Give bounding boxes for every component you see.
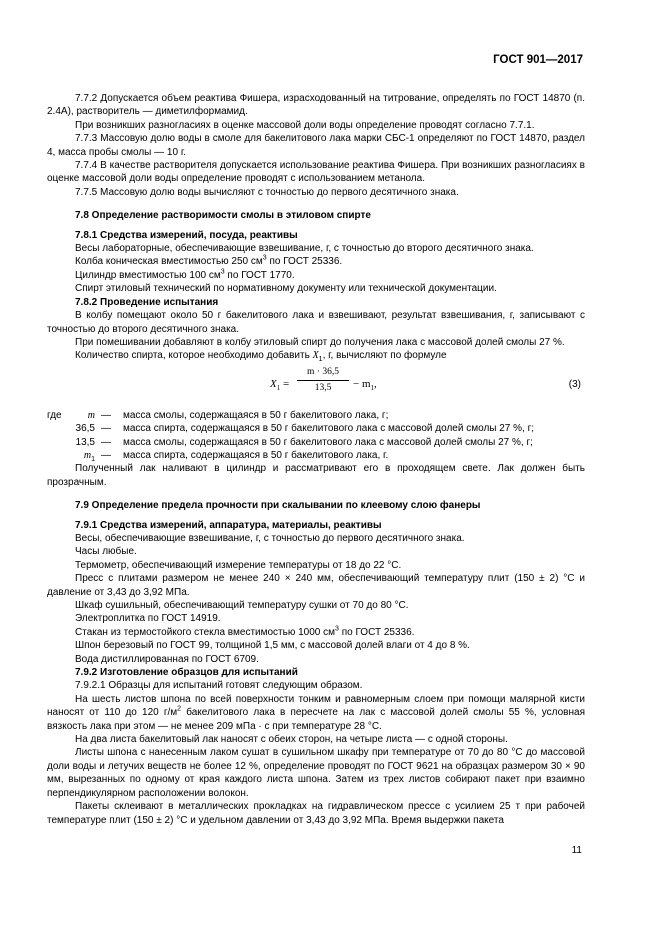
clause-7-7-3: 7.7.3 Массовую долю воды в смоле для бакелитового лака марки СБС-1 определяют по ГОСТ 14870, раздел 4, масса пробы смолы — 10 г. — [47, 133, 585, 158]
page-number: 11 — [571, 845, 582, 856]
where-symbol: 13,5 — [75, 436, 95, 448]
clause-7-7-4: 7.7.4 В качестве растворителя допускается использование реактива Фишера. При возникших разногласиях в оценке массовой доли воды определение проводят с использованием метанола. — [47, 160, 585, 185]
where-text: масса смолы, содержащаяся в 50 г бакелитового лака, г; — [123, 409, 389, 421]
where-symbol: 36,5 — [75, 423, 95, 435]
procedure-drying: Листы шпона с нанесенным лаком сушат в сушильном шкафу при температуре от 70 до 80 °C до массовой доли воды и летучих веществ не более 12 %, определение проводят по ГОСТ 9621 на образцах размером 30 × 90 мм, вырезанных по одному от края каждого листа шпона. Затем из трех листов собирают пакет при взаимно перпендикулярном расположении волокон. — [47, 747, 585, 799]
item-thermometer: Термометр, обеспечивающий измерение температуры от 18 до 22 °C. — [75, 559, 402, 571]
item-flask: Колба коническая вместимостью 250 $см^3$ по ГОСТ 25336. — [75, 255, 343, 268]
item-cylinder: Цилиндр вместимостью 100 $см^3$ по ГОСТ 1770. — [75, 268, 295, 281]
clause-7-7-2: 7.7.2 Допускается объем реактива Фишера, израсходованный на титрование, определять по ГОСТ 14870 (п. 2.4А), растворитель — диметилформамид. — [47, 93, 585, 118]
dispute-note: При возникших разногласиях в оценке массовой доли воды определение проводят согласно 7.7.1. — [75, 119, 535, 131]
procedure-gluing: Пакеты склеивают в металлических прокладках на гидравлическом прессе с усилием 25 т при рабочей температуре плит (150 ± 2) °C и удельном давлении от 3,43 до 3,92 МПа. Время выдержки пакета — [47, 801, 585, 826]
item-beaker: Стакан из термостойкого стекла вместимостью 1000 $см^3$ по ГОСТ 25336. — [75, 625, 415, 638]
item-press: Пресс с плитами размером не менее 240 × 240 мм, обеспечивающий температуру плит (150 ± 2) °C и давление от 3,43 до 3,92 МПа. — [47, 573, 585, 598]
formula-number: (3) — [568, 378, 581, 390]
formula-denominator: 13,5 — [314, 383, 332, 394]
formula-numerator: m · 36,5 — [297, 366, 349, 381]
formula-fraction — [297, 366, 349, 396]
where-text: масса спирта, содержащаяся в 50 г бакелитового лака, г. — [123, 449, 389, 461]
section-heading-7-9: 7.9 Определение предела прочности при скалывании по клеевому слою фанеры — [75, 500, 481, 512]
where-dash: — — [101, 423, 111, 435]
item-veneer: Шпон березовый по ГОСТ 99, толщиной 1,5 мм, с массовой долей влаги от 4 до 8 %. — [75, 640, 470, 652]
where-dash: — — [101, 409, 111, 421]
subsection-heading-7-8-2: 7.8.2 Проведение испытания — [75, 296, 219, 308]
where-symbol: $m_1$ — [83, 449, 95, 463]
procedure-pour: Полученный лак наливают в цилиндр и рассматривают его в проходящем свете. Лак должен быть прозрачным. — [47, 463, 585, 488]
procedure-six-sheets: На шесть листов шпона по всей поверхности тонким и равномерным слоем при помощи малярной кисти наносят от 110 до 120 $г/м^2$ бакелитового лака в пересчете на лак с массовой долей смолы 55 %, условная вязкость лака при этом — не менее 209 мПа · с при температуре 28 °C. — [47, 693, 585, 732]
procedure-weigh: В колбу помещают около 50 г бакелитового лака и взвешивают, результат взвешивания, г, записывают с точностью до второго десятичного знака. — [47, 310, 585, 335]
where-row — [47, 449, 534, 462]
subsection-heading-7-9-2: 7.9.2 Изготовление образцов для испытаний — [75, 667, 298, 679]
subsection-heading-7-9-1: 7.9.1 Средства измерений, аппаратура, материалы, реактивы — [75, 519, 382, 531]
where-text: масса спирта, содержащаяся в 50 г бакелитового лака с массовой долей смолы 27 %, г; — [123, 423, 535, 435]
where-symbol: m — [87, 409, 95, 421]
clause-7-9-2-1: 7.9.2.1 Образцы для испытаний готовят следующим образом. — [75, 680, 363, 692]
formula-lhs: $X_1$ = — [270, 377, 290, 392]
where-row — [47, 436, 534, 449]
procedure-amount: Количество спирта, которое необходимо добавить $X_1$, г, вычисляют по формуле — [75, 350, 447, 364]
document-body — [47, 92, 585, 827]
item-stove: Электроплитка по ГОСТ 14919. — [75, 613, 221, 625]
where-dash: — — [101, 436, 111, 448]
document-header: ГОСТ 901—2017 — [493, 54, 583, 66]
clause-7-7-5: 7.7.5 Массовую долю воды вычисляют с точностью до первого десятичного знака. — [75, 186, 459, 198]
item-water: Вода дистиллированная по ГОСТ 6709. — [75, 653, 259, 665]
procedure-stir: При помешивании добавляют в колбу этиловый спирт до получения лака с массовой долей смолы 27 %. — [75, 336, 565, 348]
item-spirit: Спирт этиловый технический по нормативному документу или технической документации. — [75, 283, 497, 295]
item-scales: Весы лабораторные, обеспечивающие взвешивание, г, с точностью до второго десятичного знака. — [75, 243, 534, 255]
item-clock: Часы любые. — [75, 546, 137, 558]
where-dash: — — [101, 449, 111, 461]
where-row — [47, 422, 534, 435]
where-text: масса смолы, содержащаяся в 50 г бакелитового лака с массовой долей смолы 27 %, г; — [123, 436, 533, 448]
formula-3 — [47, 363, 585, 409]
item-scales-2: Весы, обеспечивающие взвешивание, г, с точностью до первого десятичного знака. — [75, 532, 465, 544]
section-heading-7-8: 7.8 Определение растворимости смолы в этиловом спирте — [75, 210, 371, 222]
item-cabinet: Шкаф сушильный, обеспечивающий температуру сушки от 70 до 80 °C. — [75, 600, 409, 611]
procedure-two-sheets: На два листа бакелитовый лак наносят с обеих сторон, на четыре листа — с одной стороны. — [75, 734, 508, 746]
where-label: где — [47, 409, 62, 421]
where-list — [47, 409, 534, 463]
formula-rhs: − $m_1$, — [353, 377, 377, 392]
where-row — [47, 409, 534, 422]
subsection-heading-7-8-1: 7.8.1 Средства измерений, посуда, реактивы — [75, 229, 298, 241]
